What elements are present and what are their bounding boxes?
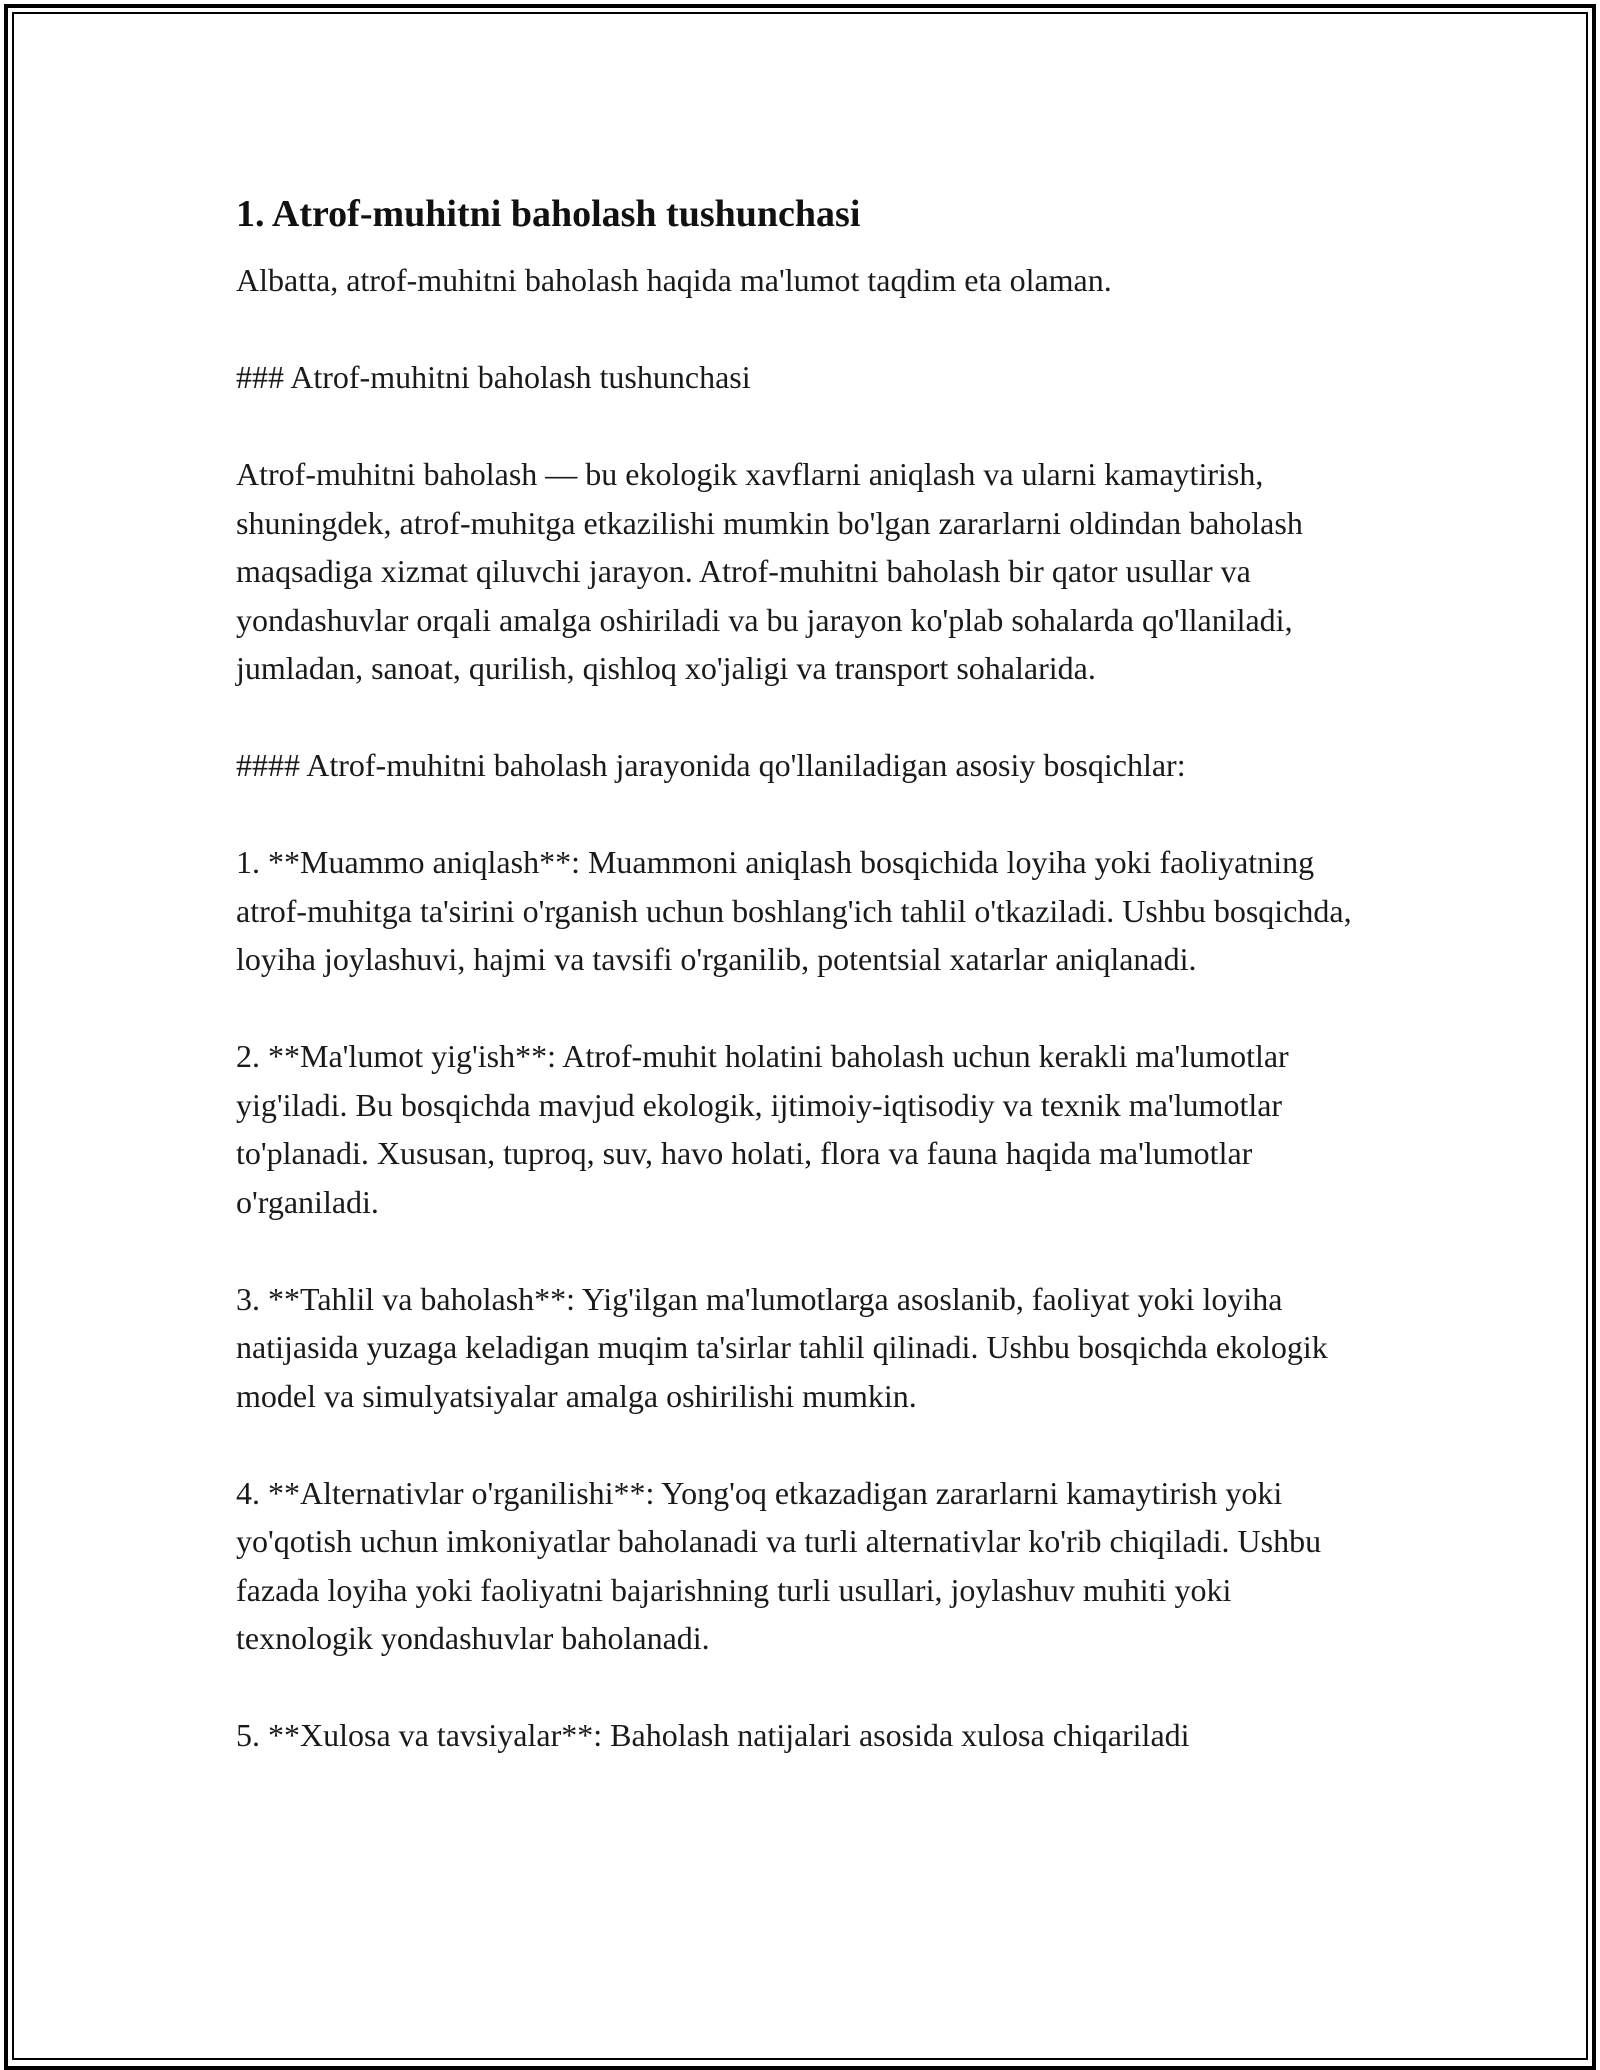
- subheading-stages: #### Atrof-muhitni baholash jarayonida qo'llaniladigan asosiy bosqichlar:: [236, 747, 1186, 783]
- stage-5-paragraph: 5. **Xulosa va tavsiyalar**: Baholash natijalari asosida xulosa chiqariladi: [236, 1717, 1190, 1753]
- document-body: [236, 184, 1376, 1808]
- stage-2-paragraph: 2. **Ma'lumot yig'ish**: Atrof-muhit holatini baholash uchun kerakli ma'lumotlar yig'iladi. Bu bosqichda mavjud ekologik, ijtimoiy-iqtisodiy va texnik ma'lumotlar to'planadi. Xususan, tuproq, suv, havo holati, flora va fauna haqida ma'lumotlar o'rganiladi.: [236, 1038, 1289, 1220]
- document-heading: 1. Atrof-muhitni baholash tushunchasi: [236, 193, 861, 235]
- stage-1-paragraph: 1. **Muammo aniqlash**: Muammoni aniqlash bosqichida loyiha yoki faoliyatning atrof-muhitga ta'sirini o'rganish uchun boshlang'ich tahlil o'tkaziladi. Ushbu bosqichda, loyiha joylashuvi, hajmi va tavsifi o'rganilib, potentsial xatarlar aniqlanadi.: [236, 844, 1352, 977]
- stage-3-paragraph: 3. **Tahlil va baholash**: Yig'ilgan ma'lumotlarga asoslanib, faoliyat yoki loyiha natijasida yuzaga keladigan muqim ta'sirlar tahlil qilinadi. Ushbu bosqichda ekologik model va simulyatsiyalar amalga oshirilishi mumkin.: [236, 1280, 1328, 1414]
- subheading-concept: ### Atrof-muhitni baholash tushunchasi: [236, 359, 751, 395]
- intro-paragraph: Albatta, atrof-muhitni baholash haqida ma'lumot taqdim eta olaman.: [236, 262, 1112, 298]
- stage-4-paragraph: 4. **Alternativlar o'rganilishi**: Yong'oq etkazadigan zararlarni kamaytirish yoki yo'qotish uchun imkoniyatlar baholanadi va turli alternativlar ko'rib chiqiladi. Ushbu fazada loyiha yoki faoliyatni bajarishning turli usullari, joylashuv muhiti yoki texnologik yondashuvlar baholanadi.: [236, 1474, 1322, 1656]
- definition-paragraph: Atrof-muhitni baholash — bu ekologik xavflarni aniqlash va ularni kamaytirish, shuningdek, atrof-muhitga etkazilishi mumkin bo'lgan zararlarni oldindan baholash maqsadiga xizmat qiluvchi jarayon. Atrof-muhitni baholash bir qator usullar va yondashuvlar orqali amalga oshiriladi va bu jarayon ko'plab sohalarda qo'llaniladi, jumladan, sanoat, qurilish, qishloq xo'jaligi va transport sohalarida.: [236, 456, 1303, 686]
